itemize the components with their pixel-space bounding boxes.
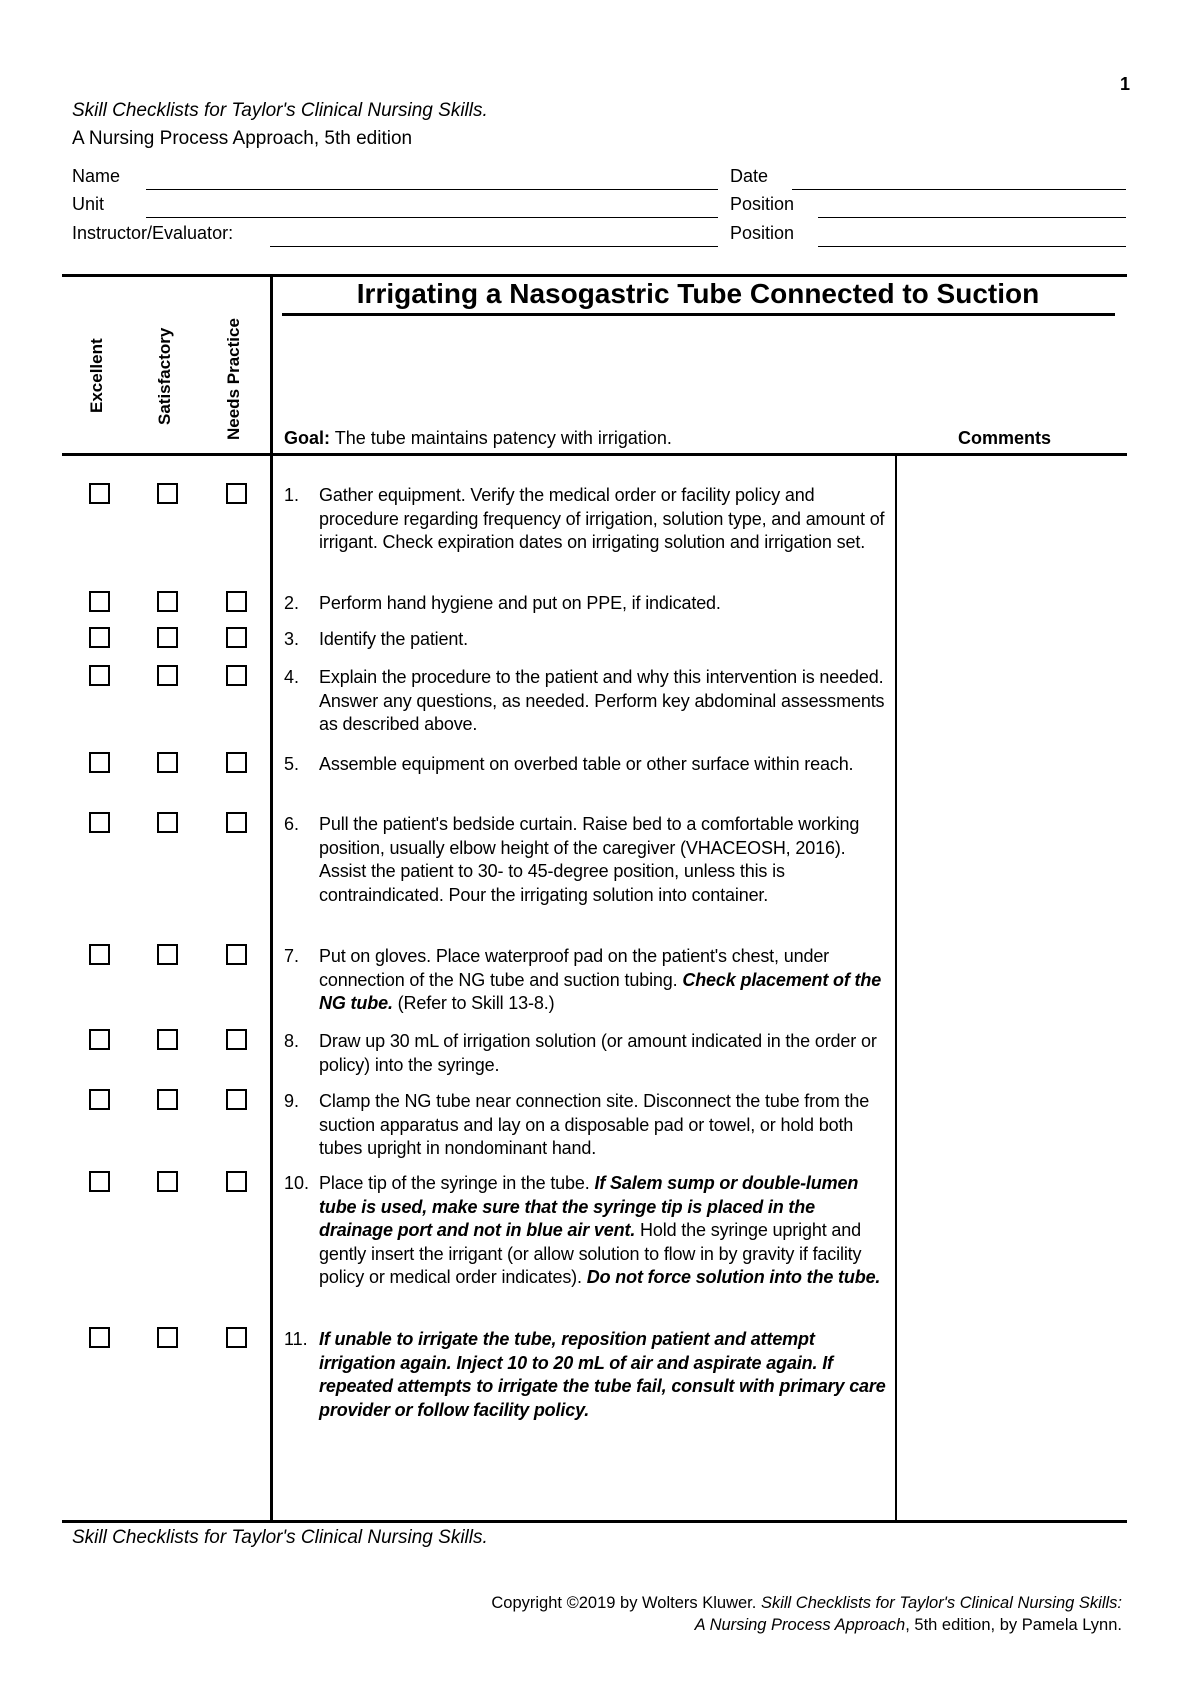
table-divider-vertical xyxy=(270,274,273,1523)
checkbox-needs-practice[interactable] xyxy=(226,1171,247,1192)
step-text xyxy=(319,1172,891,1290)
date-label: Date xyxy=(730,166,769,186)
book-title: Skill Checklists for Taylor's Clinical Nursing Skills. xyxy=(72,100,488,121)
step-text-part: Perform hand hygiene and put on PPE, if indicated. xyxy=(319,593,721,613)
checkbox-needs-practice[interactable] xyxy=(226,665,247,686)
step-text-part: Put on gloves. Place waterproof pad on the patient's chest, under connection of the NG tube and suction tubing. xyxy=(319,946,830,990)
step-text xyxy=(319,1030,891,1077)
step-number: 10. xyxy=(284,1173,310,1193)
checkbox-satisfactory[interactable] xyxy=(157,1171,178,1192)
step-text-part: Gather equipment. Verify the medical order or facility policy and procedure regarding frequency of irrigation, solution type, and amount of irrigant. Check expiration dates on irrigating solution and irrigation set. xyxy=(319,485,885,552)
checkbox-needs-practice[interactable] xyxy=(226,591,247,612)
step-text-part: Assemble equipment on overbed table or other surface within reach. xyxy=(319,754,854,774)
col-satisfactory: Satisfactory xyxy=(155,327,174,425)
date-field[interactable] xyxy=(792,189,1126,190)
step-text xyxy=(319,1328,891,1422)
instructor-label: Instructor/Evaluator: xyxy=(72,223,234,243)
checkbox-excellent[interactable] xyxy=(89,627,110,648)
checkbox-satisfactory[interactable] xyxy=(157,483,178,504)
step-number: 8. xyxy=(284,1031,300,1051)
comments-divider xyxy=(895,456,897,1522)
step-text xyxy=(319,1090,891,1161)
unit-field[interactable] xyxy=(146,217,718,218)
step-text-emphasis: If unable to irrigate the tube, reposition patient and attempt irrigation again. Inject 10 to 20 mL of air and aspirate again. If repeated attempts to irrigate the tube fail, consult with primary care provider or follow facility policy. xyxy=(319,1329,886,1420)
checkbox-satisfactory[interactable] xyxy=(157,752,178,773)
step-number: 3. xyxy=(284,629,300,649)
position-field-2[interactable] xyxy=(818,246,1126,247)
page-number: 1 xyxy=(1120,74,1131,94)
step-number: 5. xyxy=(284,754,300,774)
step-number: 6. xyxy=(284,814,300,834)
table-top-rule-right xyxy=(272,274,1127,277)
unit-label: Unit xyxy=(72,194,105,214)
checkbox-satisfactory[interactable] xyxy=(157,665,178,686)
copyright xyxy=(491,1592,1122,1636)
checkbox-needs-practice[interactable] xyxy=(226,483,247,504)
checkbox-satisfactory[interactable] xyxy=(157,627,178,648)
book-subtitle: A Nursing Process Approach, 5th edition xyxy=(72,128,413,149)
title-underline xyxy=(282,313,1115,316)
position-label-2: Position xyxy=(730,223,795,243)
checkbox-satisfactory[interactable] xyxy=(157,1089,178,1110)
step-text-part: Draw up 30 mL of irrigation solution (or amount indicated in the order or policy) into the syringe. xyxy=(319,1031,877,1075)
checkbox-excellent[interactable] xyxy=(89,591,110,612)
checkbox-excellent[interactable] xyxy=(89,1171,110,1192)
step-text-part: Clamp the NG tube near connection site. Disconnect the tube from the suction apparatus and lay on a disposable pad or towel, or hold both tubes upright in nondominant hand. xyxy=(319,1091,870,1158)
position-field-1[interactable] xyxy=(818,217,1126,218)
copyright-subtitle: A Nursing Process Approach xyxy=(694,1616,906,1634)
step-text xyxy=(319,666,891,737)
checkbox-satisfactory[interactable] xyxy=(157,1029,178,1050)
step-text-part: (Refer to Skill 13-8.) xyxy=(392,993,555,1013)
checkbox-needs-practice[interactable] xyxy=(226,752,247,773)
step-number: 7. xyxy=(284,946,300,966)
checkbox-satisfactory[interactable] xyxy=(157,1327,178,1348)
skill-title: Irrigating a Nasogastric Tube Connected to Suction xyxy=(356,278,1040,309)
step-number: 2. xyxy=(284,593,300,613)
checkbox-satisfactory[interactable] xyxy=(157,944,178,965)
checkbox-excellent[interactable] xyxy=(89,944,110,965)
checkbox-excellent[interactable] xyxy=(89,1029,110,1050)
checkbox-satisfactory[interactable] xyxy=(157,812,178,833)
step-text-part: Explain the procedure to the patient and why this intervention is needed. Answer any questions, as needed. Perform key abdominal assessments as described above. xyxy=(319,667,885,734)
copyright-prefix: Copyright ©2019 by Wolters Kluwer. xyxy=(491,1594,761,1612)
checkbox-needs-practice[interactable] xyxy=(226,1089,247,1110)
instructor-field[interactable] xyxy=(270,246,718,247)
header-bottom-rule xyxy=(62,453,1127,456)
step-number: 1. xyxy=(284,485,300,505)
name-field[interactable] xyxy=(146,189,718,190)
goal xyxy=(284,428,672,449)
checkbox-needs-practice[interactable] xyxy=(226,627,247,648)
step-text-emphasis: If Salem sump or double-lumen tube is used, make sure that the syringe tip is placed in the drainage port and not in blue air vent. xyxy=(319,1173,859,1240)
step-text xyxy=(319,592,891,616)
comments-heading: Comments xyxy=(958,428,1052,448)
step-text-part: Identify the patient. xyxy=(319,629,468,649)
checkbox-excellent[interactable] xyxy=(89,483,110,504)
copyright-title: Skill Checklists for Taylor's Clinical Nursing Skills: xyxy=(760,1594,1122,1612)
checkbox-excellent[interactable] xyxy=(89,1327,110,1348)
step-text xyxy=(319,628,891,652)
checkbox-needs-practice[interactable] xyxy=(226,1327,247,1348)
step-text-emphasis: Check placement of the NG tube. xyxy=(319,969,882,1013)
checkbox-satisfactory[interactable] xyxy=(157,591,178,612)
table-bottom-rule xyxy=(62,1520,1127,1523)
copyright-suffix: , 5th edition, by Pamela Lynn. xyxy=(905,1616,1122,1634)
name-label: Name xyxy=(72,166,121,186)
checkbox-excellent[interactable] xyxy=(89,665,110,686)
goal-label: Goal: xyxy=(284,428,331,448)
checkbox-excellent[interactable] xyxy=(89,1089,110,1110)
step-number: 4. xyxy=(284,667,300,687)
step-text xyxy=(319,945,891,1016)
checkbox-excellent[interactable] xyxy=(89,752,110,773)
step-text-part: Pull the patient's bedside curtain. Raise bed to a comfortable working position, usually elbow height of the caregiver (VHACEOSH, 2016). Assist the patient to 30- to 45-degree position, unless this is contraindicated. Pour the irrigating solution into container. xyxy=(319,814,860,905)
checkbox-needs-practice[interactable] xyxy=(226,812,247,833)
step-text-part: Hold the syringe upright and gently insert the irrigant (or allow solution to flow in by gravity if facility policy or medical order indicates). xyxy=(319,1220,862,1287)
position-label-1: Position xyxy=(730,194,795,214)
step-text-part: Place tip of the syringe in the tube. xyxy=(319,1173,595,1193)
checkbox-needs-practice[interactable] xyxy=(226,1029,247,1050)
footer-book-title: Skill Checklists for Taylor's Clinical Nursing Skills. xyxy=(72,1527,488,1548)
col-needs-practice: Needs Practice xyxy=(224,318,243,440)
step-text xyxy=(319,813,891,907)
checkbox-needs-practice[interactable] xyxy=(226,944,247,965)
step-text-emphasis: Do not force solution into the tube. xyxy=(586,1267,881,1287)
goal-text: The tube maintains patency with irrigation. xyxy=(334,428,672,448)
step-text xyxy=(319,484,891,555)
step-number: 11. xyxy=(284,1329,308,1349)
checkbox-excellent[interactable] xyxy=(89,812,110,833)
col-excellent: Excellent xyxy=(87,338,106,413)
step-number: 9. xyxy=(284,1091,300,1111)
step-text xyxy=(319,753,891,777)
